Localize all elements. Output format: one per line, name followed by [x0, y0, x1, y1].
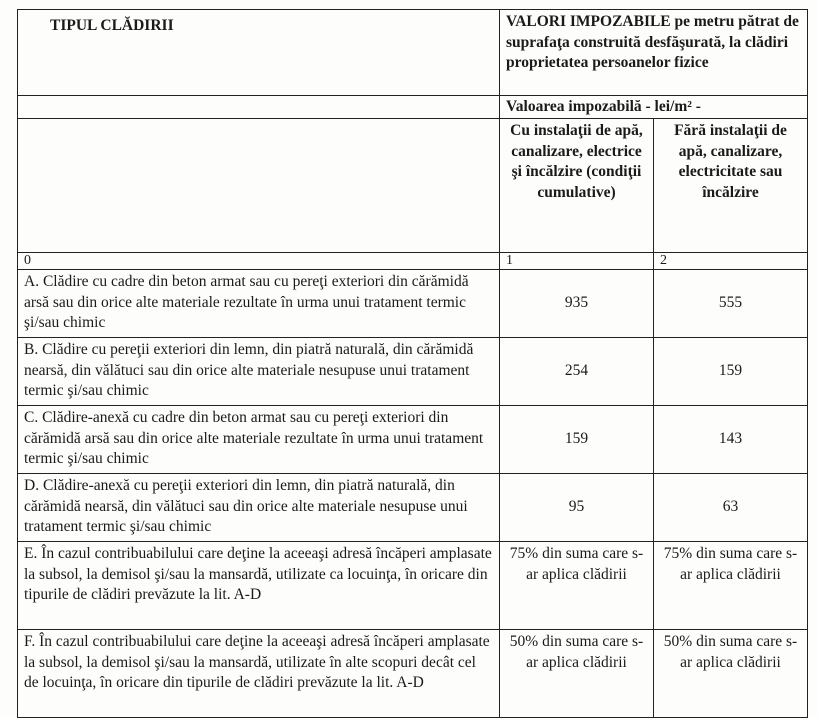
table-row — [18, 338, 808, 406]
building-tax-table — [17, 9, 808, 718]
index-cell-2: 2 — [654, 253, 808, 270]
value-without-utilities: 555 — [654, 270, 808, 338]
value-without-utilities: 75% din suma care s-ar aplica clădirii — [654, 542, 808, 630]
value-with-utilities: 254 — [500, 338, 654, 406]
table-row — [18, 270, 808, 338]
index-cell-1: 1 — [500, 253, 654, 270]
value-with-utilities: 95 — [500, 474, 654, 542]
table-row — [18, 474, 808, 542]
building-type-cell: B. Clădire cu pereţii exteriori din lemn, din piatră naturală, din cărămidă nearsă, din vălătuci sau din orice alte materiale nesupuse unui tratament termic şi/sau chimic — [18, 338, 500, 406]
with-utilities-header: Cu instalaţii de apă, canalizare, electrice şi încălzire (condiţii cumulative) — [500, 119, 654, 253]
building-type-cell: A. Clădire cu cadre din beton armat sau cu pereţi exteriori din cărămidă arsă sau din orice alte materiale rezultate în urma unui tratament termic şi/sau chimic — [18, 270, 500, 338]
table-row — [18, 406, 808, 474]
table-row — [18, 630, 808, 718]
building-type-cell: E. În cazul contribuabilului care deţine la aceeaşi adresă încăperi amplasate la subsol, la demisol şi/sau la mansardă, utilizate ca locuinţa, în oricare din tipurile de clădiri prevăzute la lit. A-D — [18, 542, 500, 630]
building-type-cell: F. În cazul contribuabilului care deţine la aceeaşi adresă încăperi amplasate la subsol, la demisol şi/sau la mansardă, utilizate în alte scopuri decât cel de locuinţa, în oricare din tipurile de clădiri prevăzute la lit. A-D — [18, 630, 500, 718]
value-without-utilities: 143 — [654, 406, 808, 474]
value-with-utilities: 75% din suma care s-ar aplica clădirii — [500, 542, 654, 630]
value-without-utilities: 63 — [654, 474, 808, 542]
value-without-utilities: 159 — [654, 338, 808, 406]
taxable-values-header: VALORI IMPOZABILE pe metru pătrat de suprafaţa construită desfăşurată, la clădiri proprietatea persoanelor fizice — [500, 10, 808, 96]
header-row-columns — [18, 119, 808, 253]
building-type-header: TIPUL CLĂDIRII — [18, 10, 500, 96]
empty-cell — [18, 96, 500, 119]
value-with-utilities: 50% din suma care s-ar aplica clădirii — [500, 630, 654, 718]
building-type-cell: C. Clădire-anexă cu cadre din beton armat sau cu pereţi exteriori din cărămidă arsă sau din orice alte materiale rezultate în urma unui tratament termic şi/sau chimic — [18, 406, 500, 474]
index-row — [18, 253, 808, 270]
header-row-unit — [18, 96, 808, 119]
value-with-utilities: 159 — [500, 406, 654, 474]
header-row-title — [18, 10, 808, 96]
table-row — [18, 542, 808, 630]
building-type-cell: D. Clădire-anexă cu pereţii exteriori din lemn, din piatră naturală, din cărămidă nearsă, din vălătuci sau din orice alte materiale nesupuse unui tratament termic şi/sau chimic — [18, 474, 500, 542]
value-without-utilities: 50% din suma care s-ar aplica clădirii — [654, 630, 808, 718]
without-utilities-header: Fără instalaţii de apă, canalizare, electricitate sau încălzire — [654, 119, 808, 253]
empty-cell — [18, 119, 500, 253]
value-with-utilities: 935 — [500, 270, 654, 338]
index-cell-0: 0 — [18, 253, 500, 270]
unit-header: Valoarea impozabilă - lei/m² - — [500, 96, 808, 119]
